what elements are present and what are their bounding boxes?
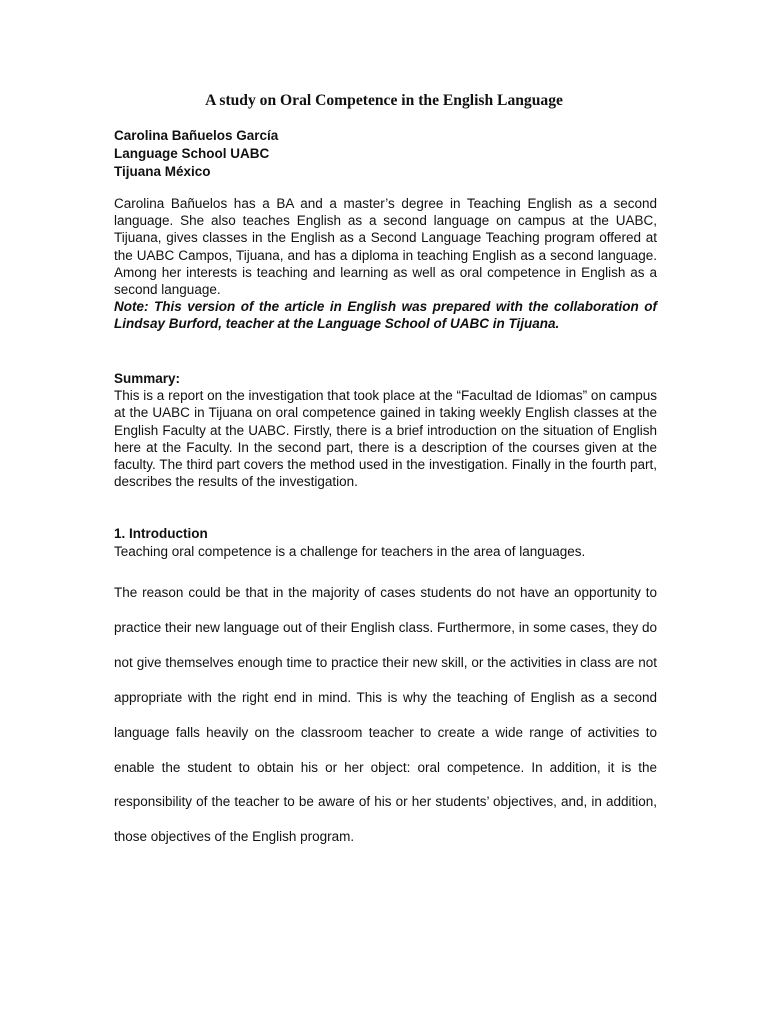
- document-title: A study on Oral Competence in the English Language: [205, 92, 563, 109]
- author-block: [114, 127, 657, 182]
- introduction-paragraph: The reason could be that in the majority of cases students do not have an opportunity to practice their new language out of their English class. Furthermore, in some cases, they do not give themselves enough time to practice their new skill, or the activities in class are not appropriate with the right end in mind. This is why the teaching of English as a second language falls heavily on the classroom teacher to create a wide range of activities to enable the student to obtain his or her object: oral competence. In addition, it is the responsibility of the teacher to be aware of his or her students’ objectives, and, in addition, those objectives of the English program.: [114, 585, 657, 845]
- introduction-section: [114, 525, 657, 560]
- introduction-heading: 1. Introduction: [114, 526, 208, 541]
- author-name: Carolina Bañuelos García: [114, 128, 279, 143]
- author-bio: [114, 195, 657, 333]
- summary-paragraph: This is a report on the investigation that took place at the “Facultad de Idiomas” on campus at the UABC in Tijuana on oral competence gained in taking weekly English classes at the English Faculty at the UABC. Firstly, there is a brief introduction on the situation of English here at the Faculty. In the second part, there is a description of the courses given at the faculty. The third part covers the method used in the investigation. Finally in the fourth part, describes the results of the investigation.: [114, 388, 657, 490]
- author-location: Tijuana México: [114, 164, 211, 180]
- author-institution: Language School UABC: [114, 146, 270, 162]
- summary-heading: Summary:: [114, 371, 181, 386]
- introduction-first-line: Teaching oral competence is a challenge for teachers in the area of languages.: [114, 543, 586, 559]
- translation-note: Note: This version of the article in English was prepared with the collaboration of Lindsay Burford, teacher at the Language School of UABC in Tijuana.: [114, 299, 657, 332]
- summary-section: [114, 370, 657, 490]
- bio-paragraph: Carolina Bañuelos has a BA and a master’s degree in Teaching English as a second language. She also teaches English as a second language on campus at the UABC, Tijuana, gives classes in the English as a Second Language Teaching program offered at the UABC Campos, Tijuana, and has a diploma in teaching English as a second language. Among her interests is teaching and learning as well as oral competence in English as a second language.: [114, 196, 657, 298]
